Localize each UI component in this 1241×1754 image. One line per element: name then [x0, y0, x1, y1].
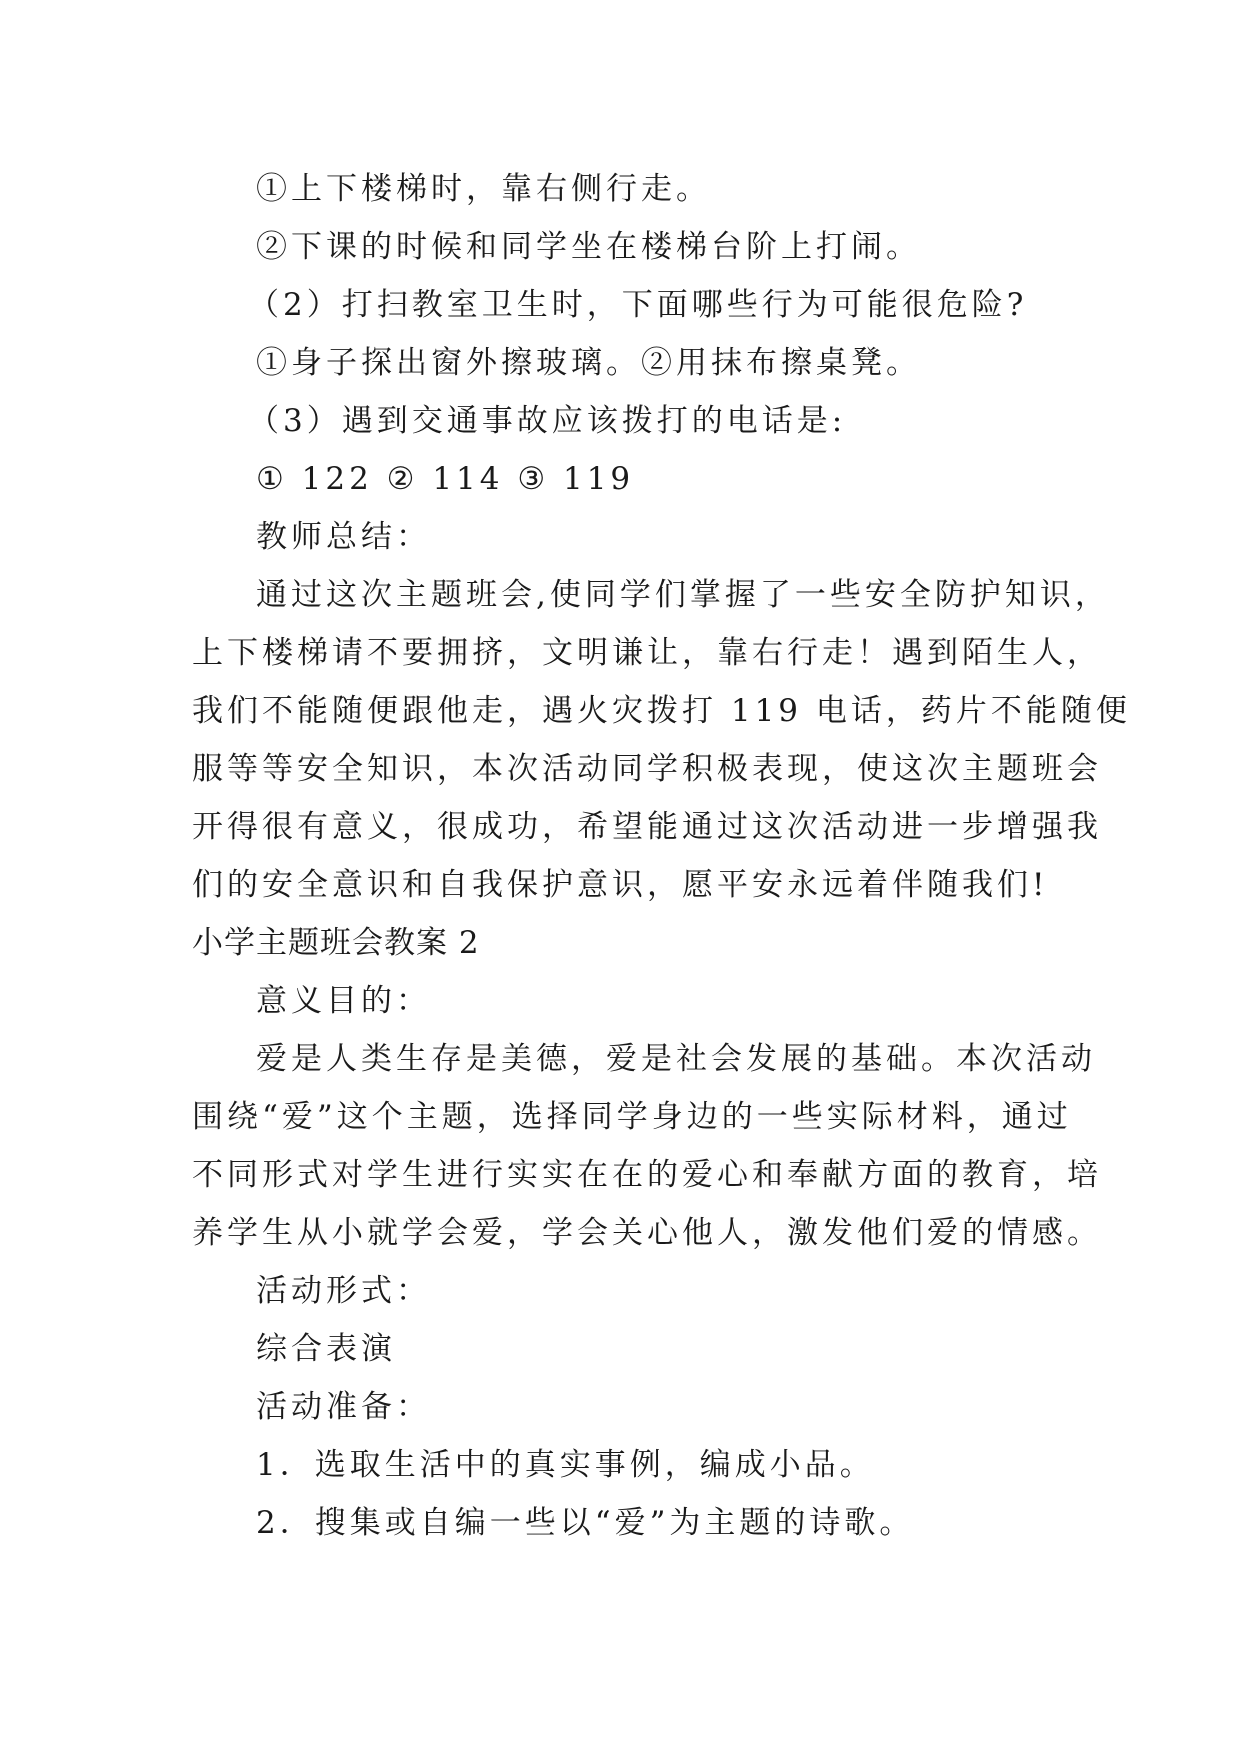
paragraph-line: 我们不能随便跟他走，遇火灾拨打 119 电话，药片不能随便	[192, 693, 1131, 729]
paragraph-line: 服等等安全知识，本次活动同学积极表现，使这次主题班会	[192, 751, 1102, 787]
summary-label: 教师总结：	[256, 519, 431, 555]
question-line: （3）遇到交通事故应该拨打的电话是:	[248, 403, 847, 439]
paragraph-line: 通过这次主题班会,使同学们掌握了一些安全防护知识，	[256, 577, 1110, 613]
option-line: ① 122 ② 114 ③ 119	[256, 461, 635, 497]
option-line: ①身子探出窗外擦玻璃。②用抹布擦桌凳。	[256, 345, 921, 381]
paragraph-line: 开得很有意义，很成功，希望能通过这次活动进一步增强我	[192, 809, 1102, 845]
question-line: （2）打扫教室卫生时，下面哪些行为可能很危险?	[248, 287, 1028, 323]
form-value: 综合表演	[256, 1331, 396, 1367]
paragraph-line: 围绕“爱”这个主题，选择同学身边的一些实际材料，通过	[192, 1099, 1072, 1135]
option-line: ②下课的时候和同学坐在楼梯台阶上打闹。	[256, 229, 921, 265]
purpose-label: 意义目的：	[256, 983, 431, 1019]
paragraph-line: 不同形式对学生进行实实在在的爱心和奉献方面的教育，培	[192, 1157, 1102, 1193]
paragraph-line: 们的安全意识和自我保护意识，愿平安永远着伴随我们!	[192, 867, 1049, 903]
option-line: ①上下楼梯时，靠右侧行走。	[256, 171, 711, 207]
document-body	[192, 160, 1131, 1552]
summary-paragraph	[192, 566, 1131, 914]
section-title: 小学主题班会教案 2	[192, 925, 480, 961]
paragraph-line: 上下楼梯请不要拥挤，文明谦让，靠右行走！遇到陌生人，	[192, 635, 1102, 671]
prep-item: 2．搜集或自编一些以“爱”为主题的诗歌。	[256, 1505, 915, 1541]
prep-label: 活动准备：	[256, 1389, 431, 1425]
form-label: 活动形式：	[256, 1273, 431, 1309]
purpose-paragraph	[192, 1030, 1102, 1262]
paragraph-line: 爱是人类生存是美德，爱是社会发展的基础。本次活动	[256, 1041, 1096, 1077]
prep-item: 1．选取生活中的真实事例，编成小品。	[256, 1447, 875, 1483]
paragraph-line: 养学生从小就学会爱，学会关心他人，激发他们爱的情感。	[192, 1215, 1102, 1251]
